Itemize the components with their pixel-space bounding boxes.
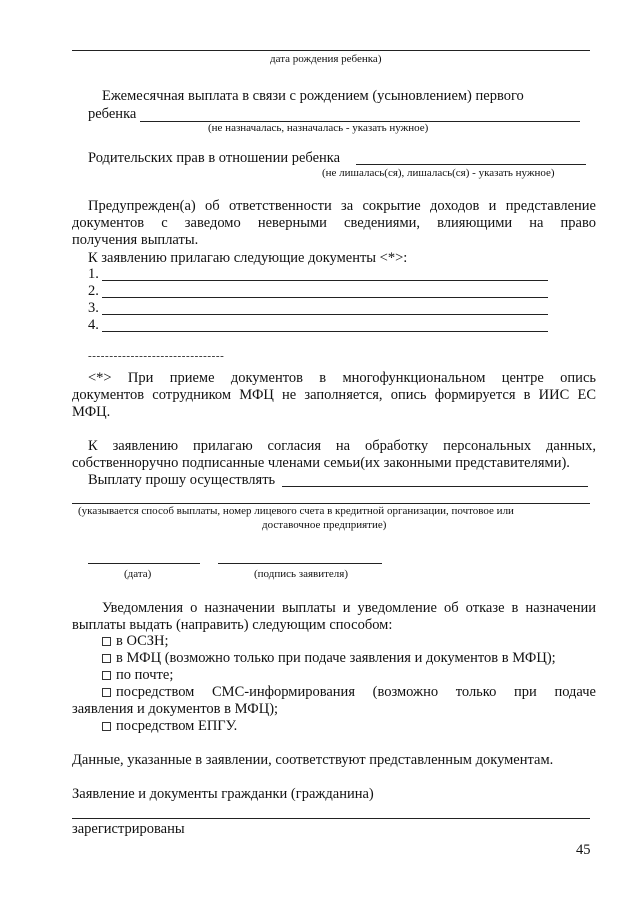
parental-rights-field-line[interactable] bbox=[356, 164, 586, 165]
document-line-1[interactable] bbox=[102, 280, 548, 281]
payment-method-label: Выплату прошу осуществлять bbox=[88, 472, 276, 488]
registration-line2: зарегистрированы bbox=[72, 821, 185, 837]
notification-option-sms-label: посредством СМС-информирования (возможно только при подаче bbox=[116, 684, 596, 700]
parental-rights-label: Родительских прав в отношении ребенка bbox=[88, 150, 341, 166]
notification-option-epgu-label: посредством ЕПГУ. bbox=[116, 718, 238, 734]
checkbox-epgu[interactable] bbox=[102, 722, 111, 731]
payment-method-caption-line1: (указывается способ выплаты, номер лицевого счета в кредитной организации, почтовое или bbox=[78, 505, 514, 517]
checkbox-oszn[interactable] bbox=[102, 637, 111, 646]
notification-option-mfc[interactable] bbox=[102, 650, 556, 667]
warning-line3: получения выплаты. bbox=[72, 232, 199, 248]
footnote-separator: -------------------------------- bbox=[88, 350, 225, 362]
notification-option-oszn[interactable] bbox=[102, 633, 169, 650]
notification-option-mfc-label: в МФЦ (возможно только при подаче заявления и документов в МФЦ); bbox=[116, 650, 556, 666]
document-line-3[interactable] bbox=[102, 314, 548, 315]
footnote-line3: МФЦ. bbox=[72, 404, 111, 420]
document-item-4: 4. bbox=[88, 317, 99, 333]
document-item-3: 3. bbox=[88, 300, 99, 316]
notification-option-epgu[interactable] bbox=[102, 718, 237, 735]
documents-intro: К заявлению прилагаю следующие документы <*>: bbox=[88, 250, 408, 266]
signature-field-line[interactable] bbox=[218, 563, 382, 564]
consent-line2: собственноручно подписанные членами семьи(их законными представителями). bbox=[72, 455, 570, 471]
notification-option-sms[interactable] bbox=[102, 684, 596, 701]
registration-field-line[interactable] bbox=[72, 818, 590, 819]
notification-option-oszn-label: в ОСЗН; bbox=[116, 633, 169, 649]
document-line-2[interactable] bbox=[102, 297, 548, 298]
notification-option-sms-line2: заявления и документов в МФЦ); bbox=[72, 701, 279, 717]
notification-line2: выплаты выдать (направить) следующим способом: bbox=[72, 617, 393, 633]
document-item-1: 1. bbox=[88, 266, 99, 282]
dob-line bbox=[72, 50, 590, 51]
footnote-line1: <*> При приеме документов в многофункциональном центре опись bbox=[88, 370, 596, 386]
monthly-payment-line1: Ежемесячная выплата в связи с рождением (усыновлением) первого bbox=[102, 88, 524, 104]
monthly-payment-caption: (не назначалась, назначалась - указать нужное) bbox=[208, 122, 429, 134]
date-caption: (дата) bbox=[124, 568, 152, 580]
notification-option-post[interactable] bbox=[102, 667, 173, 684]
payment-method-field-line-2[interactable] bbox=[72, 503, 590, 504]
page-number: 45 bbox=[576, 842, 591, 858]
payment-method-caption-line2: доставочное предприятие) bbox=[262, 519, 387, 531]
signature-caption: (подпись заявителя) bbox=[254, 568, 349, 580]
payment-method-field-line[interactable] bbox=[282, 486, 588, 487]
confirm-text: Данные, указанные в заявлении, соответствуют представленным документам. bbox=[72, 752, 554, 768]
checkbox-post[interactable] bbox=[102, 671, 111, 680]
consent-line1: К заявлению прилагаю согласия на обработку персональных данных, bbox=[88, 438, 596, 454]
document-line-4[interactable] bbox=[102, 331, 548, 332]
document-item-2: 2. bbox=[88, 283, 99, 299]
notification-line1: Уведомления о назначении выплаты и уведомление об отказе в назначении bbox=[102, 600, 596, 616]
warning-line2: документов с заведомо неверными сведениями, влияющими на право bbox=[72, 215, 596, 231]
footnote-line2: документов сотрудником МФЦ не заполняется, опись формируется в ИИС ЕС bbox=[72, 387, 596, 403]
monthly-payment-label: ребенка bbox=[88, 106, 137, 122]
dob-caption: дата рождения ребенка) bbox=[270, 53, 382, 65]
registration-line1: Заявление и документы гражданки (гражданина) bbox=[72, 786, 374, 802]
warning-line1: Предупрежден(а) об ответственности за сокрытие доходов и представление bbox=[88, 198, 596, 214]
checkbox-mfc[interactable] bbox=[102, 654, 111, 663]
date-field-line[interactable] bbox=[88, 563, 200, 564]
parental-rights-caption: (не лишалась(ся), лишалась(ся) - указать нужное) bbox=[322, 167, 555, 179]
checkbox-sms[interactable] bbox=[102, 688, 111, 697]
notification-option-post-label: по почте; bbox=[116, 667, 174, 683]
